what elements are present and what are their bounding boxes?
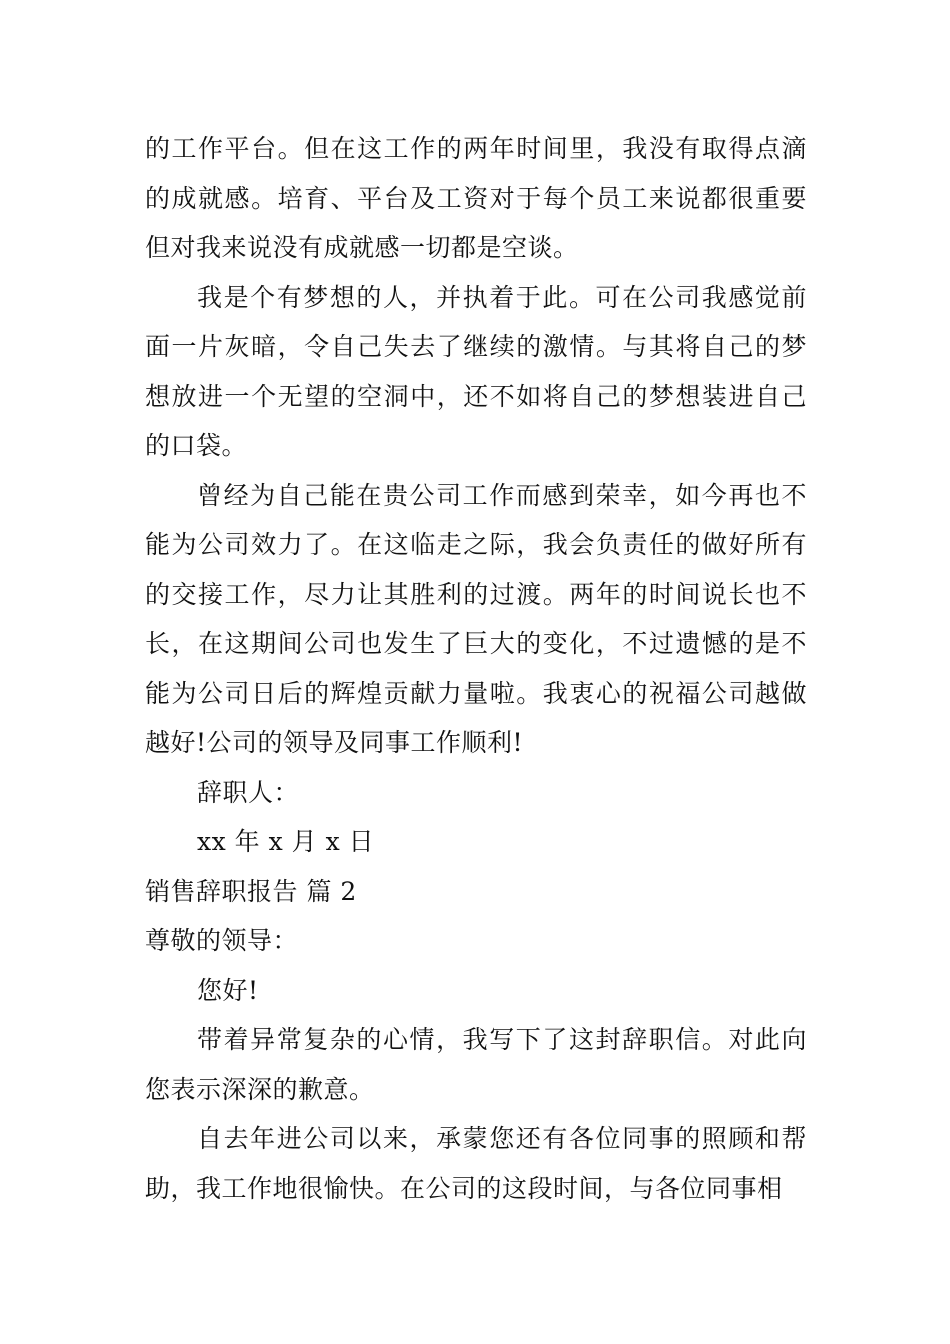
- paragraph-dream: 我是个有梦想的人，并执着于此。可在公司我感觉前面一片灰暗，令自己失去了继续的激情。与其将自己的梦想放进一个无望的空洞中，还不如将自己的梦想装进自己的口袋。: [145, 282, 807, 460]
- paragraph-continued: 的工作平台。但在这工作的两年时间里，我没有取得点滴的成就感。培育、平台及工资对于每个员工来说都很重要但对我来说没有成就感一切都是空谈。: [145, 134, 807, 262]
- greeting: 您好!: [197, 975, 259, 1005]
- signature-date: xx 年 x 月 x 日: [197, 827, 375, 856]
- document-body: [145, 124, 807, 1213]
- section-heading: 销售辞职报告 篇 2: [145, 876, 357, 906]
- paragraph-gratitude: 曾经为自己能在贵公司工作而感到荣幸，如今再也不能为公司效力了。在这临走之际，我会负责任的做好所有的交接工作，尽力让其胜利的过渡。两年的时间说长也不长，在这期间公司也发生了巨大的变化，不过遗憾的是不能为公司日后的辉煌贡献力量啦。我衷心的祝福公司越做越好!公司的领导及同事工作顺利!: [145, 480, 807, 757]
- signature-label: 辞职人：: [197, 777, 300, 807]
- salutation: 尊敬的领导：: [145, 926, 299, 955]
- paragraph-apology: 带着异常复杂的心情，我写下了这封辞职信。对此向您表示深深的歉意。: [145, 1025, 807, 1104]
- paragraph-thanks: 自去年进公司以来，承蒙您还有各位同事的照顾和帮助，我工作地很愉快。在公司的这段时间，与各位同事相: [145, 1124, 807, 1203]
